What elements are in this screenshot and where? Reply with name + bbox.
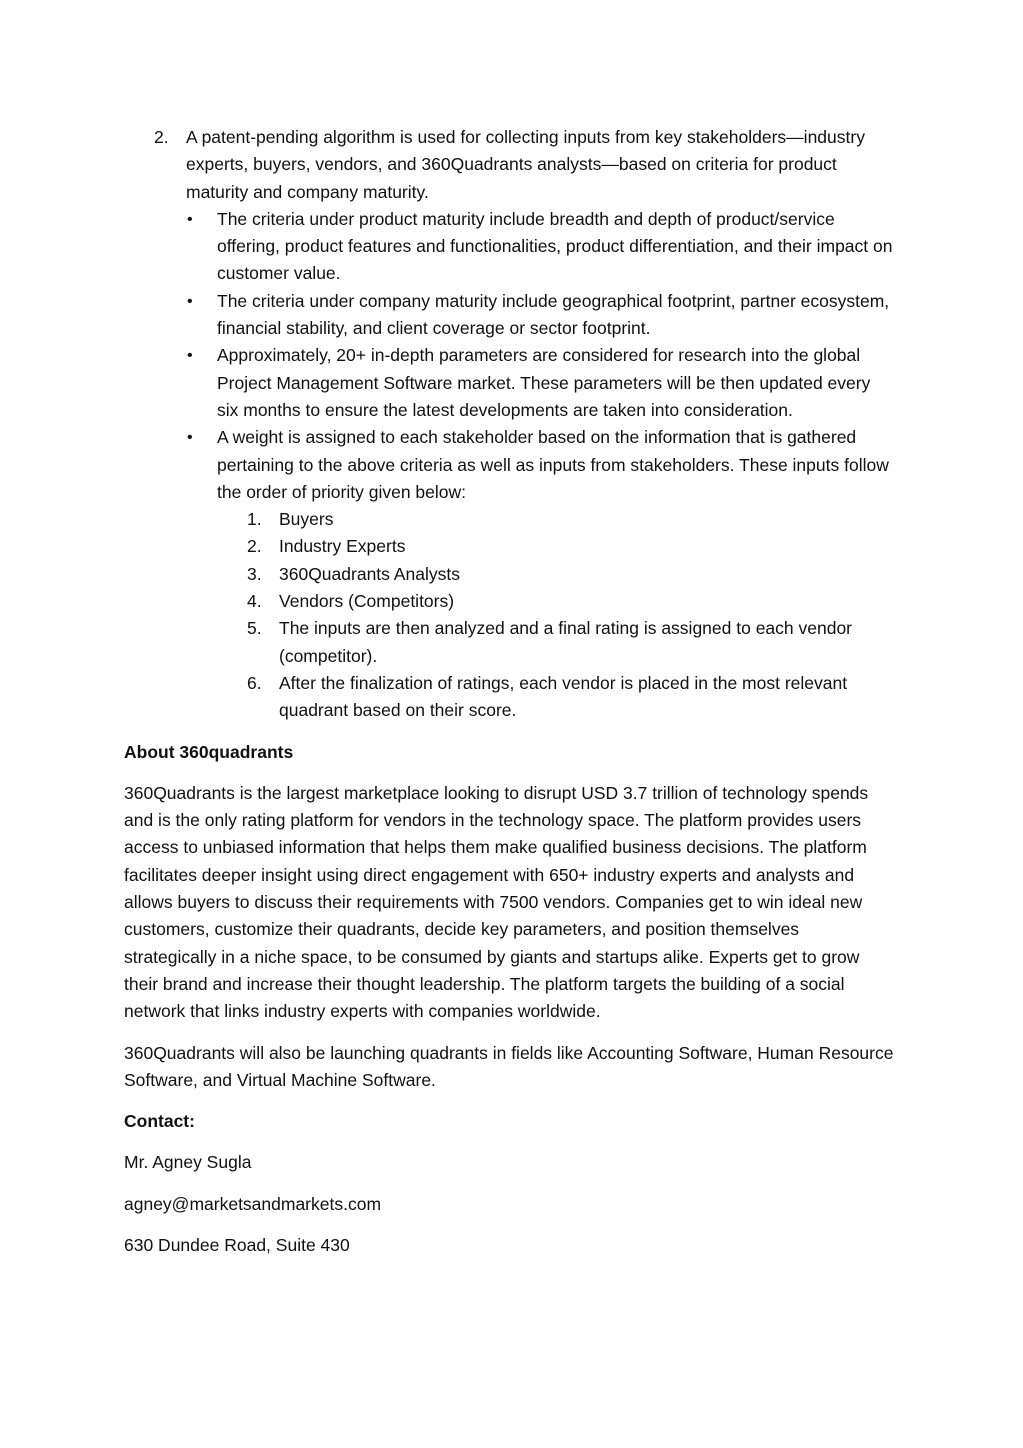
bullet-text: The criteria under company maturity include geographical footprint, partner ecosystem, financial stability, and client coverage or sector footprint. [217,290,890,339]
list-marker: 6. [247,672,262,693]
priority-item [124,670,894,725]
priority-text: The inputs are then analyzed and a final rating is assigned to each vendor (competitor). [279,618,853,666]
priority-text: 360Quadrants Analysts [279,563,460,584]
bullet-item [124,424,894,506]
bullet-item [124,206,894,288]
contact-address: 630 Dundee Road, Suite 430 [124,1234,350,1255]
bullet-item [124,288,894,343]
priority-item [124,506,894,533]
bullet-text: The criteria under product maturity include breadth and depth of product/service offering, product features and functionalities, product differentiation, and their impact on customer value. [217,208,893,284]
priority-text: Buyers [279,509,334,530]
bullet-icon: • [187,347,193,365]
contact-name: Mr. Agney Sugla [124,1152,252,1173]
list-marker: 5. [247,618,262,639]
about-heading: About 360quadrants [124,741,294,762]
list-marker: 2. [154,127,169,147]
priority-text: Vendors (Competitors) [279,591,455,612]
launch-paragraph: 360Quadrants will also be launching quadrants in fields like Accounting Software, Human Resource Software, and Virtual Machine Software. [124,1042,894,1090]
priority-item [124,615,894,670]
list-item-text: A patent-pending algorithm is used for collecting inputs from key stakeholders—industry experts, buyers, vendors, and 360Quadrants analysts—based on criteria for product maturity and company maturity. [186,127,865,202]
list-marker: 4. [247,591,262,612]
bullet-text: A weight is assigned to each stakeholder based on the information that is gathered pertaining to the above criteria as well as inputs from stakeholders. These inputs follow the order of priority given below: [217,427,889,502]
priority-text: After the finalization of ratings, each vendor is placed in the most relevant quadrant based on their score. [279,672,848,721]
priority-item [124,588,894,615]
priority-list [124,506,894,724]
list-marker: 3. [247,563,262,584]
numbered-item-2 [124,124,894,206]
bullet-item [124,342,894,424]
list-marker: 1. [247,509,262,530]
document-page [124,124,894,1259]
bullet-list [124,206,894,506]
priority-text: Industry Experts [279,536,406,557]
contact-email: agney@marketsandmarkets.com [124,1193,382,1214]
contact-heading: Contact: [124,1111,195,1132]
priority-item [124,533,894,560]
bullet-icon: • [187,210,193,228]
bullet-icon: • [187,429,193,447]
bullet-icon: • [187,292,193,310]
about-paragraph: 360Quadrants is the largest marketplace looking to disrupt USD 3.7 trillion of technology spends and is the only rating platform for vendors in the technology space. The platform provides users access to unbiased information that helps them make qualified business decisions. The platform facilitates deeper insight using direct engagement with 650+ industry experts and analysts and allows buyers to discuss their requirements with 7500 vendors. Companies get to win ideal new customers, customize their quadrants, decide key parameters, and position themselves strategically in a niche space, to be consumed by giants and startups alike. Experts get to grow their brand and increase their thought leadership. The platform targets the building of a social network that links industry experts with companies worldwide. [124,782,869,1022]
priority-item [124,561,894,588]
list-marker: 2. [247,536,262,557]
bullet-text: Approximately, 20+ in-depth parameters are considered for research into the global Project Management Software market. These parameters will be then updated every six months to ensure the latest developments are taken into consideration. [217,345,871,420]
